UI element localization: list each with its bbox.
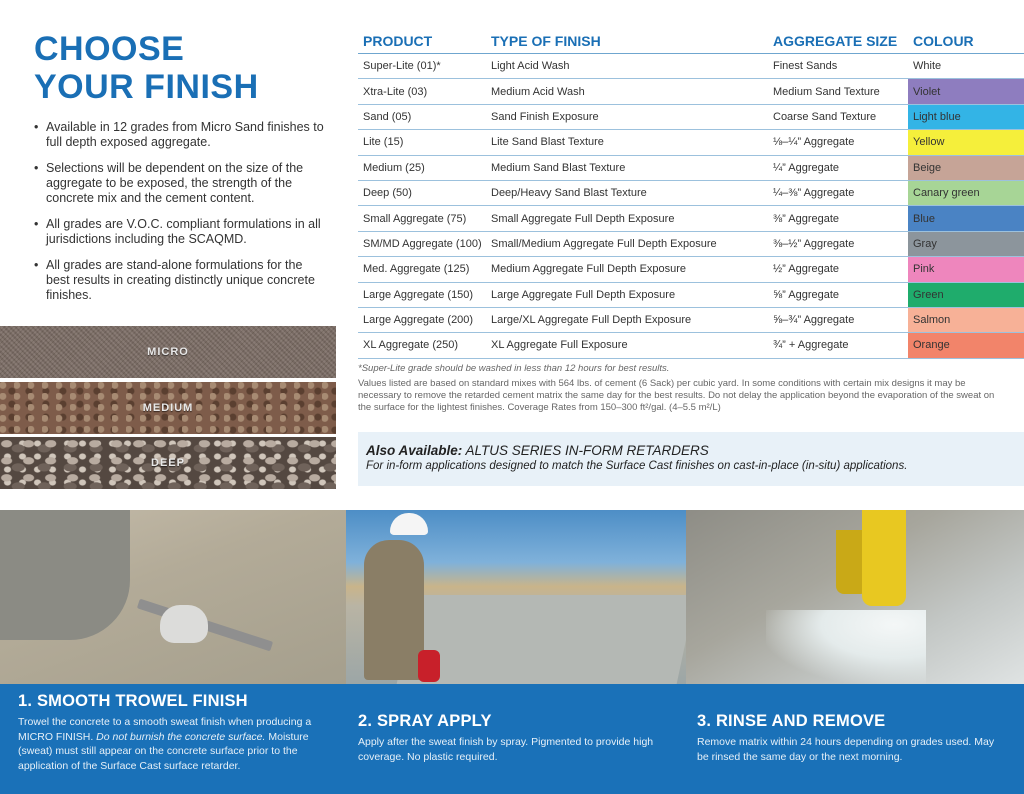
cell-product: Medium (25): [363, 161, 425, 174]
finish-table: [358, 28, 1024, 359]
cell-product: XL Aggregate (250): [363, 339, 458, 352]
cell-product: Large Aggregate (200): [363, 314, 474, 327]
table-row: [358, 54, 1024, 79]
hard-hat-shape: [390, 513, 428, 535]
cell-aggregate-size: ¾” + Aggregate: [773, 339, 849, 352]
worker-arm-shape: [0, 510, 130, 640]
page-title: [34, 30, 259, 106]
cell-finish: Large/XL Aggregate Full Depth Exposure: [491, 314, 692, 327]
also-available-text: For in-form applications designed to match the Surface Cast finishes on cast-in-place (in-situ) applications.: [366, 460, 908, 472]
cell-colour: Yellow: [908, 130, 1024, 154]
deep-texture-swatch: [0, 437, 336, 489]
cell-colour: Salmon: [908, 308, 1024, 332]
trowel-photo: [0, 510, 346, 684]
step-rinse-remove: [697, 712, 1007, 764]
table-row: [358, 206, 1024, 231]
cell-aggregate-size: Medium Sand Texture: [773, 85, 880, 98]
table-row: [358, 105, 1024, 130]
title-line-2: YOUR FINISH: [34, 68, 259, 106]
step-smooth-trowel: [18, 692, 323, 773]
table-row: [358, 333, 1024, 358]
cell-colour: Pink: [908, 257, 1024, 281]
sprayer-shape: [418, 650, 440, 682]
cell-colour: Violet: [908, 79, 1024, 103]
cell-colour: Canary green: [908, 181, 1024, 205]
swatch-label-medium: MEDIUM: [142, 402, 194, 414]
cell-product: Super-Lite (01)*: [363, 60, 441, 73]
swatch-label-deep: DEEP: [151, 457, 185, 469]
cell-finish: Medium Aggregate Full Depth Exposure: [491, 263, 687, 276]
cell-finish: Lite Sand Blast Texture: [491, 136, 604, 149]
values-note: Values listed are based on standard mixes with 564 lbs. of cement (6 Sack) per cubic yard. In some conditions with certain mix designs it may be necessary to remove the retarded cement matrix the same day for the best results. Do not delay the application beyond the evaporation of the sweat on the surface for the lightest finishes. Coverage Rates from 150–300 ft²/gal. (4–5.5 m²/L): [358, 378, 995, 413]
cell-finish: Medium Acid Wash: [491, 85, 585, 98]
table-row: [358, 79, 1024, 104]
also-available-product: ALTUS SERIES IN-FORM RETARDERS: [465, 443, 709, 458]
swatch-label-micro: MICRO: [147, 346, 189, 358]
cell-colour: Gray: [908, 232, 1024, 256]
glove-shape: [160, 605, 208, 643]
also-available-label: Also Available:: [366, 443, 463, 458]
cell-finish: Deep/Heavy Sand Blast Texture: [491, 187, 647, 200]
feature-item: • Selections will be dependent on the size of the aggregate to be exposed, the strength of the concrete mix and the cement content.: [34, 161, 324, 206]
cell-product: Large Aggregate (150): [363, 288, 474, 301]
micro-texture-swatch: [0, 326, 336, 378]
table-row: [358, 130, 1024, 155]
table-row: [358, 181, 1024, 206]
cell-aggregate-size: Coarse Sand Texture: [773, 110, 877, 123]
cell-product: Deep (50): [363, 187, 412, 200]
cell-product: Small Aggregate (75): [363, 212, 467, 225]
water-spray-shape: [766, 610, 926, 684]
table-row: [358, 156, 1024, 181]
rinse-photo: [686, 510, 1024, 684]
cell-finish: Small/Medium Aggregate Full Depth Exposure: [491, 237, 717, 250]
cell-colour: White: [908, 54, 1024, 78]
cell-colour: Light blue: [908, 105, 1024, 129]
table-row: [358, 283, 1024, 308]
cell-finish: Medium Sand Blast Texture: [491, 161, 626, 174]
cell-aggregate-size: Finest Sands: [773, 60, 838, 73]
cell-aggregate-size: ½” Aggregate: [773, 263, 840, 276]
cell-aggregate-size: ¼” Aggregate: [773, 161, 840, 174]
cell-finish: Sand Finish Exposure: [491, 110, 599, 123]
header-product: PRODUCT: [363, 32, 433, 49]
worker-shape: [364, 540, 424, 680]
cell-finish: Large Aggregate Full Depth Exposure: [491, 288, 676, 301]
header-finish: TYPE OF FINISH: [491, 32, 601, 49]
step-title: 1. SMOOTH TROWEL FINISH: [18, 692, 248, 710]
step-title: 3. RINSE AND REMOVE: [697, 712, 886, 730]
cell-product: SM/MD Aggregate (100): [363, 237, 482, 250]
boot-shape: [862, 510, 906, 606]
table-header: [358, 28, 1024, 54]
cell-colour: Orange: [908, 333, 1024, 357]
cell-aggregate-size: ⅜–½” Aggregate: [773, 237, 855, 250]
cell-finish: Small Aggregate Full Depth Exposure: [491, 212, 675, 225]
step-text-emphasis: Do not burnish the concrete surface.: [96, 730, 266, 743]
medium-texture-swatch: [0, 382, 336, 434]
header-aggregate-size: AGGREGATE SIZE: [773, 32, 898, 49]
cell-product: Xtra-Lite (03): [363, 85, 428, 98]
cell-aggregate-size: ⅝–¾” Aggregate: [773, 314, 855, 327]
step-text-part: Trowel the concrete to a smooth sweat finish when producing a MICRO FINISH.: [18, 716, 312, 743]
step-text-part: Moisture (sweat) must still appear on the concrete surface prior to the application of the Surface Cast surface retarder.: [18, 730, 309, 772]
cell-aggregate-size: ⅝” Aggregate: [773, 288, 840, 301]
footnote: *Super-Lite grade should be washed in less than 12 hours for best results.: [358, 363, 670, 374]
step-text: Remove matrix within 24 hours depending on grades used. May be rinsed the same day or the next morning.: [697, 736, 995, 763]
table-row: [358, 308, 1024, 333]
step-text: [18, 715, 323, 773]
cell-colour: Green: [908, 283, 1024, 307]
feature-item: • All grades are stand-alone formulations for the best results in creating distinctly unique concrete finishes.: [34, 258, 324, 303]
header-colour: COLOUR: [913, 32, 974, 49]
also-available-box: [358, 432, 1024, 486]
cell-aggregate-size: ¼–⅜” Aggregate: [773, 187, 855, 200]
step-text: Apply after the sweat finish by spray. Pigmented to provide high coverage. No plastic required.: [358, 736, 654, 763]
cell-product: Med. Aggregate (125): [363, 263, 470, 276]
feature-list: [34, 120, 324, 314]
feature-item: • Available in 12 grades from Micro Sand finishes to full depth exposed aggregate.: [34, 120, 324, 150]
title-line-1: CHOOSE: [34, 30, 185, 68]
table-body: [358, 54, 1024, 359]
cell-finish: XL Aggregate Full Exposure: [491, 339, 628, 352]
cell-product: Lite (15): [363, 136, 404, 149]
spray-photo: [346, 510, 686, 684]
step-title: 2. SPRAY APPLY: [358, 712, 492, 730]
cell-product: Sand (05): [363, 110, 412, 123]
table-row: [358, 232, 1024, 257]
feature-item: • All grades are V.O.C. compliant formulations in all jurisdictions including the SCAQMD.: [34, 217, 324, 247]
cell-aggregate-size: ⅛–¼” Aggregate: [773, 136, 855, 149]
cell-colour: Beige: [908, 156, 1024, 180]
cell-finish: Light Acid Wash: [491, 60, 570, 73]
step-spray-apply: [358, 712, 678, 764]
also-available-heading: [366, 443, 1016, 458]
cell-colour: Blue: [908, 206, 1024, 230]
cell-aggregate-size: ⅜” Aggregate: [773, 212, 840, 225]
table-row: [358, 257, 1024, 282]
